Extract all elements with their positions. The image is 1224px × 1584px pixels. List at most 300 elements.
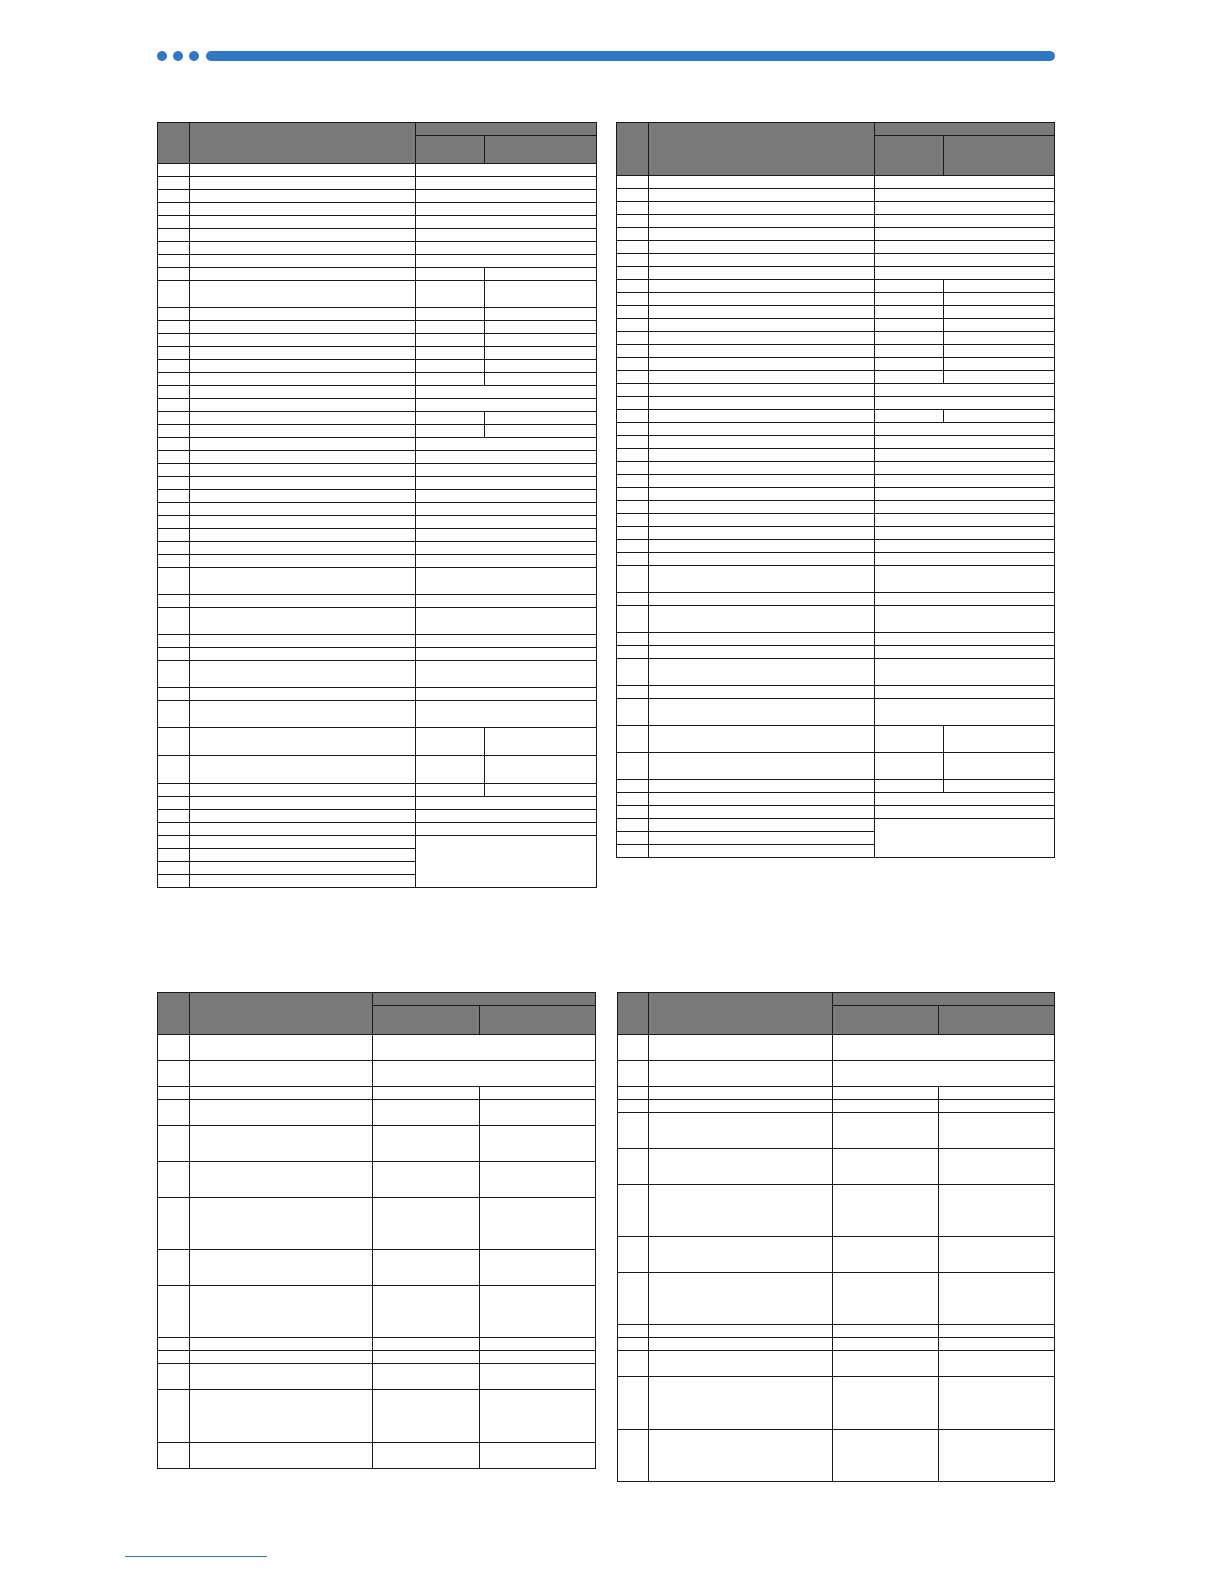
table-row	[158, 608, 597, 635]
row-number-cell	[158, 464, 190, 477]
row-number-cell	[617, 566, 649, 593]
row-value-cell	[875, 189, 1055, 202]
row-description-cell	[190, 334, 416, 347]
row-description-cell	[649, 1149, 833, 1185]
row-number-cell	[158, 490, 190, 503]
row-description-cell	[190, 164, 416, 177]
row-number-cell	[158, 823, 190, 836]
table-row	[158, 1100, 596, 1126]
row-value-b-cell	[480, 1198, 596, 1250]
row-description-cell	[190, 756, 416, 784]
row-number-cell	[618, 1185, 649, 1237]
row-number-cell	[158, 308, 190, 321]
row-number-cell	[617, 659, 649, 686]
row-description-cell	[190, 190, 416, 203]
row-description-cell	[649, 358, 875, 371]
row-description-cell	[190, 503, 416, 516]
row-value-cell	[875, 176, 1055, 189]
row-number-cell	[618, 1087, 649, 1100]
row-description-cell	[649, 646, 875, 659]
row-description-cell	[190, 177, 416, 190]
row-description-cell	[190, 875, 416, 888]
row-value-a-cell	[373, 1351, 480, 1364]
table-row	[158, 255, 597, 268]
header-number-cell	[618, 993, 649, 1035]
row-value-cell	[416, 661, 597, 688]
row-description-cell	[649, 593, 875, 606]
row-value-a-cell	[875, 332, 944, 345]
table-row	[617, 566, 1055, 593]
table-row	[158, 321, 597, 334]
table-row	[617, 202, 1055, 215]
row-description-cell	[649, 488, 875, 501]
row-number-cell	[617, 819, 649, 832]
row-value-b-cell	[480, 1364, 596, 1390]
row-number-cell	[158, 516, 190, 529]
table-row	[158, 190, 597, 203]
row-description-cell	[649, 345, 875, 358]
header-subcolumn-a	[833, 1006, 939, 1035]
row-description-cell	[190, 784, 416, 797]
table-row	[617, 436, 1055, 449]
table-row	[617, 293, 1055, 306]
row-description-cell	[649, 501, 875, 514]
row-value-b-cell	[480, 1250, 596, 1286]
row-description-cell	[190, 516, 416, 529]
row-description-cell	[190, 1061, 373, 1087]
row-description-cell	[190, 797, 416, 810]
row-value-cell	[875, 566, 1055, 593]
row-description-cell	[190, 728, 416, 756]
row-number-cell	[158, 1364, 190, 1390]
row-description-cell	[649, 1035, 833, 1061]
row-number-cell	[617, 319, 649, 332]
row-value-a-cell	[416, 412, 485, 425]
row-number-cell	[158, 216, 190, 229]
table-row	[617, 410, 1055, 423]
row-number-cell	[617, 436, 649, 449]
row-description-cell	[649, 699, 875, 726]
table-row	[158, 347, 597, 360]
row-value-a-cell	[875, 371, 944, 384]
table-row	[158, 728, 597, 756]
table-row	[158, 503, 597, 516]
table-row	[618, 1377, 1055, 1430]
row-value-b-cell	[939, 1087, 1055, 1100]
table-row	[617, 686, 1055, 699]
row-number-cell	[158, 451, 190, 464]
row-description-cell	[190, 438, 416, 451]
row-value-cell	[875, 659, 1055, 686]
row-value-b-cell	[480, 1286, 596, 1338]
row-value-a-cell	[373, 1286, 480, 1338]
row-value-b-cell	[939, 1430, 1055, 1482]
table-row	[158, 1351, 596, 1364]
header-description-cell	[190, 123, 416, 164]
row-value-cell	[875, 254, 1055, 267]
table-row	[158, 635, 597, 648]
row-value-a-cell	[373, 1100, 480, 1126]
row-number-cell	[158, 1198, 190, 1250]
row-number-cell	[617, 753, 649, 780]
row-value-b-cell	[944, 293, 1055, 306]
row-value-a-cell	[833, 1430, 939, 1482]
row-number-cell	[158, 373, 190, 386]
row-description-cell	[190, 635, 416, 648]
row-value-cell	[416, 516, 597, 529]
row-number-cell	[158, 862, 190, 875]
header-subcolumn-b	[485, 136, 597, 164]
row-description-cell	[190, 1087, 373, 1100]
row-number-cell	[158, 810, 190, 823]
table-row	[158, 797, 597, 810]
row-description-cell	[649, 410, 875, 423]
header-subcolumn-a	[875, 136, 944, 176]
row-value-cell	[875, 553, 1055, 566]
table-row	[618, 1325, 1055, 1338]
row-number-cell	[158, 568, 190, 595]
row-value-b-cell	[939, 1351, 1055, 1377]
row-description-cell	[190, 849, 416, 862]
row-description-cell	[190, 701, 416, 728]
table-bottom-right	[617, 992, 1055, 1482]
table-row	[158, 661, 597, 688]
table-row	[618, 1430, 1055, 1482]
row-value-a-cell	[416, 360, 485, 373]
row-value-b-cell	[485, 321, 597, 334]
table-row	[617, 397, 1055, 410]
row-description-cell	[190, 542, 416, 555]
row-description-cell	[190, 451, 416, 464]
row-description-cell	[649, 462, 875, 475]
row-value-b-cell	[480, 1162, 596, 1198]
table-row	[158, 360, 597, 373]
row-value-b-cell	[485, 425, 597, 438]
table-row	[158, 1250, 596, 1286]
table-row	[617, 475, 1055, 488]
header-group-cell	[833, 993, 1055, 1006]
header-group-cell	[373, 993, 596, 1006]
row-description-cell	[190, 1035, 373, 1061]
row-number-cell	[617, 793, 649, 806]
row-description-cell	[649, 659, 875, 686]
row-value-a-cell	[875, 306, 944, 319]
row-description-cell	[649, 1325, 833, 1338]
table-row	[617, 780, 1055, 793]
row-number-cell	[617, 845, 649, 858]
row-number-cell	[617, 176, 649, 189]
row-description-cell	[190, 490, 416, 503]
row-description-cell	[649, 514, 875, 527]
row-value-cell	[875, 228, 1055, 241]
table-row	[617, 633, 1055, 646]
row-number-cell	[617, 345, 649, 358]
row-number-cell	[618, 1273, 649, 1325]
table-row	[158, 784, 597, 797]
table-row	[158, 490, 597, 503]
row-number-cell	[618, 1377, 649, 1430]
row-number-cell	[158, 836, 190, 849]
row-value-cell	[416, 399, 597, 412]
row-value-cell	[875, 267, 1055, 280]
row-value-a-cell	[875, 280, 944, 293]
header-number-cell	[158, 993, 190, 1035]
row-value-b-cell	[480, 1100, 596, 1126]
row-value-cell	[875, 514, 1055, 527]
row-description-cell	[190, 1338, 373, 1351]
row-number-cell	[618, 1338, 649, 1351]
row-description-cell	[190, 1286, 373, 1338]
row-number-cell	[158, 412, 190, 425]
row-value-cell	[416, 216, 597, 229]
row-number-cell	[617, 228, 649, 241]
row-number-cell	[158, 438, 190, 451]
row-number-cell	[618, 1100, 649, 1113]
row-value-cell	[373, 1035, 596, 1061]
row-number-cell	[617, 254, 649, 267]
row-number-cell	[158, 661, 190, 688]
row-description-cell	[649, 215, 875, 228]
row-description-cell	[649, 527, 875, 540]
table-row	[618, 1273, 1055, 1325]
row-value-cell	[416, 438, 597, 451]
row-description-cell	[190, 229, 416, 242]
row-description-cell	[649, 1113, 833, 1149]
row-number-cell	[158, 347, 190, 360]
row-number-cell	[617, 215, 649, 228]
row-value-b-cell	[939, 1377, 1055, 1430]
table-top-right	[616, 122, 1055, 858]
row-value-cell	[875, 202, 1055, 215]
table-row	[158, 595, 597, 608]
row-number-cell	[158, 255, 190, 268]
row-description-cell	[190, 1100, 373, 1126]
row-number-cell	[158, 1100, 190, 1126]
row-value-a-cell	[875, 753, 944, 780]
row-number-cell	[617, 449, 649, 462]
table-row	[617, 306, 1055, 319]
row-description-cell	[649, 753, 875, 780]
row-number-cell	[158, 529, 190, 542]
row-value-cell	[416, 242, 597, 255]
row-number-cell	[158, 1390, 190, 1443]
table-row	[158, 1338, 596, 1351]
table-row	[158, 1286, 596, 1338]
row-value-b-cell	[485, 756, 597, 784]
row-description-cell	[190, 1390, 373, 1443]
row-value-cell	[416, 503, 597, 516]
table-row	[617, 514, 1055, 527]
row-number-cell	[617, 267, 649, 280]
row-value-cell	[416, 823, 597, 836]
row-description-cell	[649, 1351, 833, 1377]
row-value-b-cell	[480, 1338, 596, 1351]
row-value-b-cell	[480, 1443, 596, 1469]
table-row	[158, 1198, 596, 1250]
row-value-a-cell	[416, 425, 485, 438]
table-row	[617, 806, 1055, 819]
row-value-b-cell	[944, 332, 1055, 345]
row-description-cell	[190, 555, 416, 568]
row-value-b-cell	[485, 347, 597, 360]
table-row	[618, 1351, 1055, 1377]
row-value-a-cell	[875, 358, 944, 371]
table-row	[158, 229, 597, 242]
row-value-cell	[416, 648, 597, 661]
row-description-cell	[649, 293, 875, 306]
table-row	[617, 241, 1055, 254]
table-row	[158, 1162, 596, 1198]
row-number-cell	[617, 633, 649, 646]
row-description-cell	[649, 832, 875, 845]
table-row	[617, 371, 1055, 384]
table-row	[617, 593, 1055, 606]
table-row	[158, 1035, 596, 1061]
table-row	[617, 527, 1055, 540]
row-number-cell	[158, 784, 190, 797]
row-number-cell	[617, 540, 649, 553]
header-bar	[206, 51, 1055, 61]
row-value-cell	[416, 810, 597, 823]
table-row	[158, 451, 597, 464]
table-row	[158, 823, 597, 836]
row-description-cell	[649, 1087, 833, 1100]
row-description-cell	[190, 412, 416, 425]
row-value-cell	[416, 555, 597, 568]
row-description-cell	[649, 540, 875, 553]
table-row	[158, 701, 597, 728]
header-description-cell	[649, 123, 875, 176]
table-row	[158, 438, 597, 451]
row-number-cell	[158, 688, 190, 701]
row-number-cell	[158, 1338, 190, 1351]
table-row	[158, 281, 597, 308]
row-value-a-cell	[833, 1351, 939, 1377]
table-row	[158, 529, 597, 542]
row-number-cell	[617, 726, 649, 753]
row-value-cell	[416, 688, 597, 701]
row-value-cell	[875, 241, 1055, 254]
row-number-cell	[158, 849, 190, 862]
header-description-cell	[649, 993, 833, 1035]
row-value-b-cell	[485, 373, 597, 386]
row-value-cell	[416, 190, 597, 203]
row-description-cell	[190, 1351, 373, 1364]
row-number-cell	[158, 1250, 190, 1286]
row-description-cell	[649, 780, 875, 793]
table-row	[158, 648, 597, 661]
row-value-a-cell	[875, 345, 944, 358]
row-number-cell	[617, 514, 649, 527]
table-row	[158, 216, 597, 229]
row-value-a-cell	[373, 1338, 480, 1351]
row-number-cell	[158, 875, 190, 888]
row-value-a-cell	[833, 1185, 939, 1237]
row-description-cell	[190, 1364, 373, 1390]
row-value-a-cell	[833, 1325, 939, 1338]
row-number-cell	[158, 164, 190, 177]
table-row	[158, 1390, 596, 1443]
row-value-b-cell	[485, 308, 597, 321]
row-number-cell	[158, 386, 190, 399]
table-row	[158, 164, 597, 177]
row-value-cell	[875, 462, 1055, 475]
row-value-cell	[875, 436, 1055, 449]
row-number-cell	[617, 593, 649, 606]
table-row	[617, 254, 1055, 267]
table-row	[617, 176, 1055, 189]
row-value-b-cell	[485, 784, 597, 797]
row-number-cell	[158, 177, 190, 190]
row-number-cell	[158, 1286, 190, 1338]
row-value-b-cell	[485, 281, 597, 308]
row-description-cell	[190, 399, 416, 412]
row-value-b-cell	[485, 334, 597, 347]
row-value-cell	[416, 608, 597, 635]
row-number-cell	[617, 306, 649, 319]
header-dot-2	[173, 51, 183, 61]
table-row	[618, 1087, 1055, 1100]
row-number-cell	[158, 555, 190, 568]
row-description-cell	[649, 254, 875, 267]
row-description-cell	[190, 347, 416, 360]
row-number-cell	[617, 646, 649, 659]
row-description-cell	[190, 1250, 373, 1286]
table-row	[158, 756, 597, 784]
row-value-cell	[416, 177, 597, 190]
row-number-cell	[158, 1087, 190, 1100]
row-value-a-cell	[416, 334, 485, 347]
table-row	[617, 606, 1055, 633]
row-description-cell	[649, 1377, 833, 1430]
row-value-a-cell	[875, 410, 944, 423]
row-number-cell	[617, 384, 649, 397]
header-subcolumn-b	[480, 1006, 596, 1035]
row-description-cell	[649, 819, 875, 832]
row-description-cell	[190, 1126, 373, 1162]
row-value-b-cell	[485, 268, 597, 281]
row-number-cell	[617, 488, 649, 501]
table-row	[617, 699, 1055, 726]
row-value-cell	[416, 836, 597, 888]
row-value-cell	[875, 633, 1055, 646]
row-value-b-cell	[939, 1113, 1055, 1149]
row-description-cell	[190, 688, 416, 701]
table-row	[617, 793, 1055, 806]
table-row	[617, 819, 1055, 832]
row-description-cell	[649, 306, 875, 319]
row-number-cell	[617, 397, 649, 410]
table-row	[158, 177, 597, 190]
row-value-b-cell	[939, 1237, 1055, 1273]
row-number-cell	[158, 1035, 190, 1061]
row-value-a-cell	[833, 1113, 939, 1149]
row-number-cell	[617, 780, 649, 793]
table-row	[617, 280, 1055, 293]
row-number-cell	[158, 425, 190, 438]
row-description-cell	[649, 332, 875, 345]
row-description-cell	[190, 216, 416, 229]
row-value-a-cell	[875, 319, 944, 332]
row-value-cell	[416, 490, 597, 503]
table-row	[158, 810, 597, 823]
row-number-cell	[158, 321, 190, 334]
row-value-b-cell	[480, 1390, 596, 1443]
header-group-cell	[875, 123, 1055, 136]
row-description-cell	[190, 203, 416, 216]
row-value-a-cell	[416, 281, 485, 308]
row-number-cell	[617, 358, 649, 371]
